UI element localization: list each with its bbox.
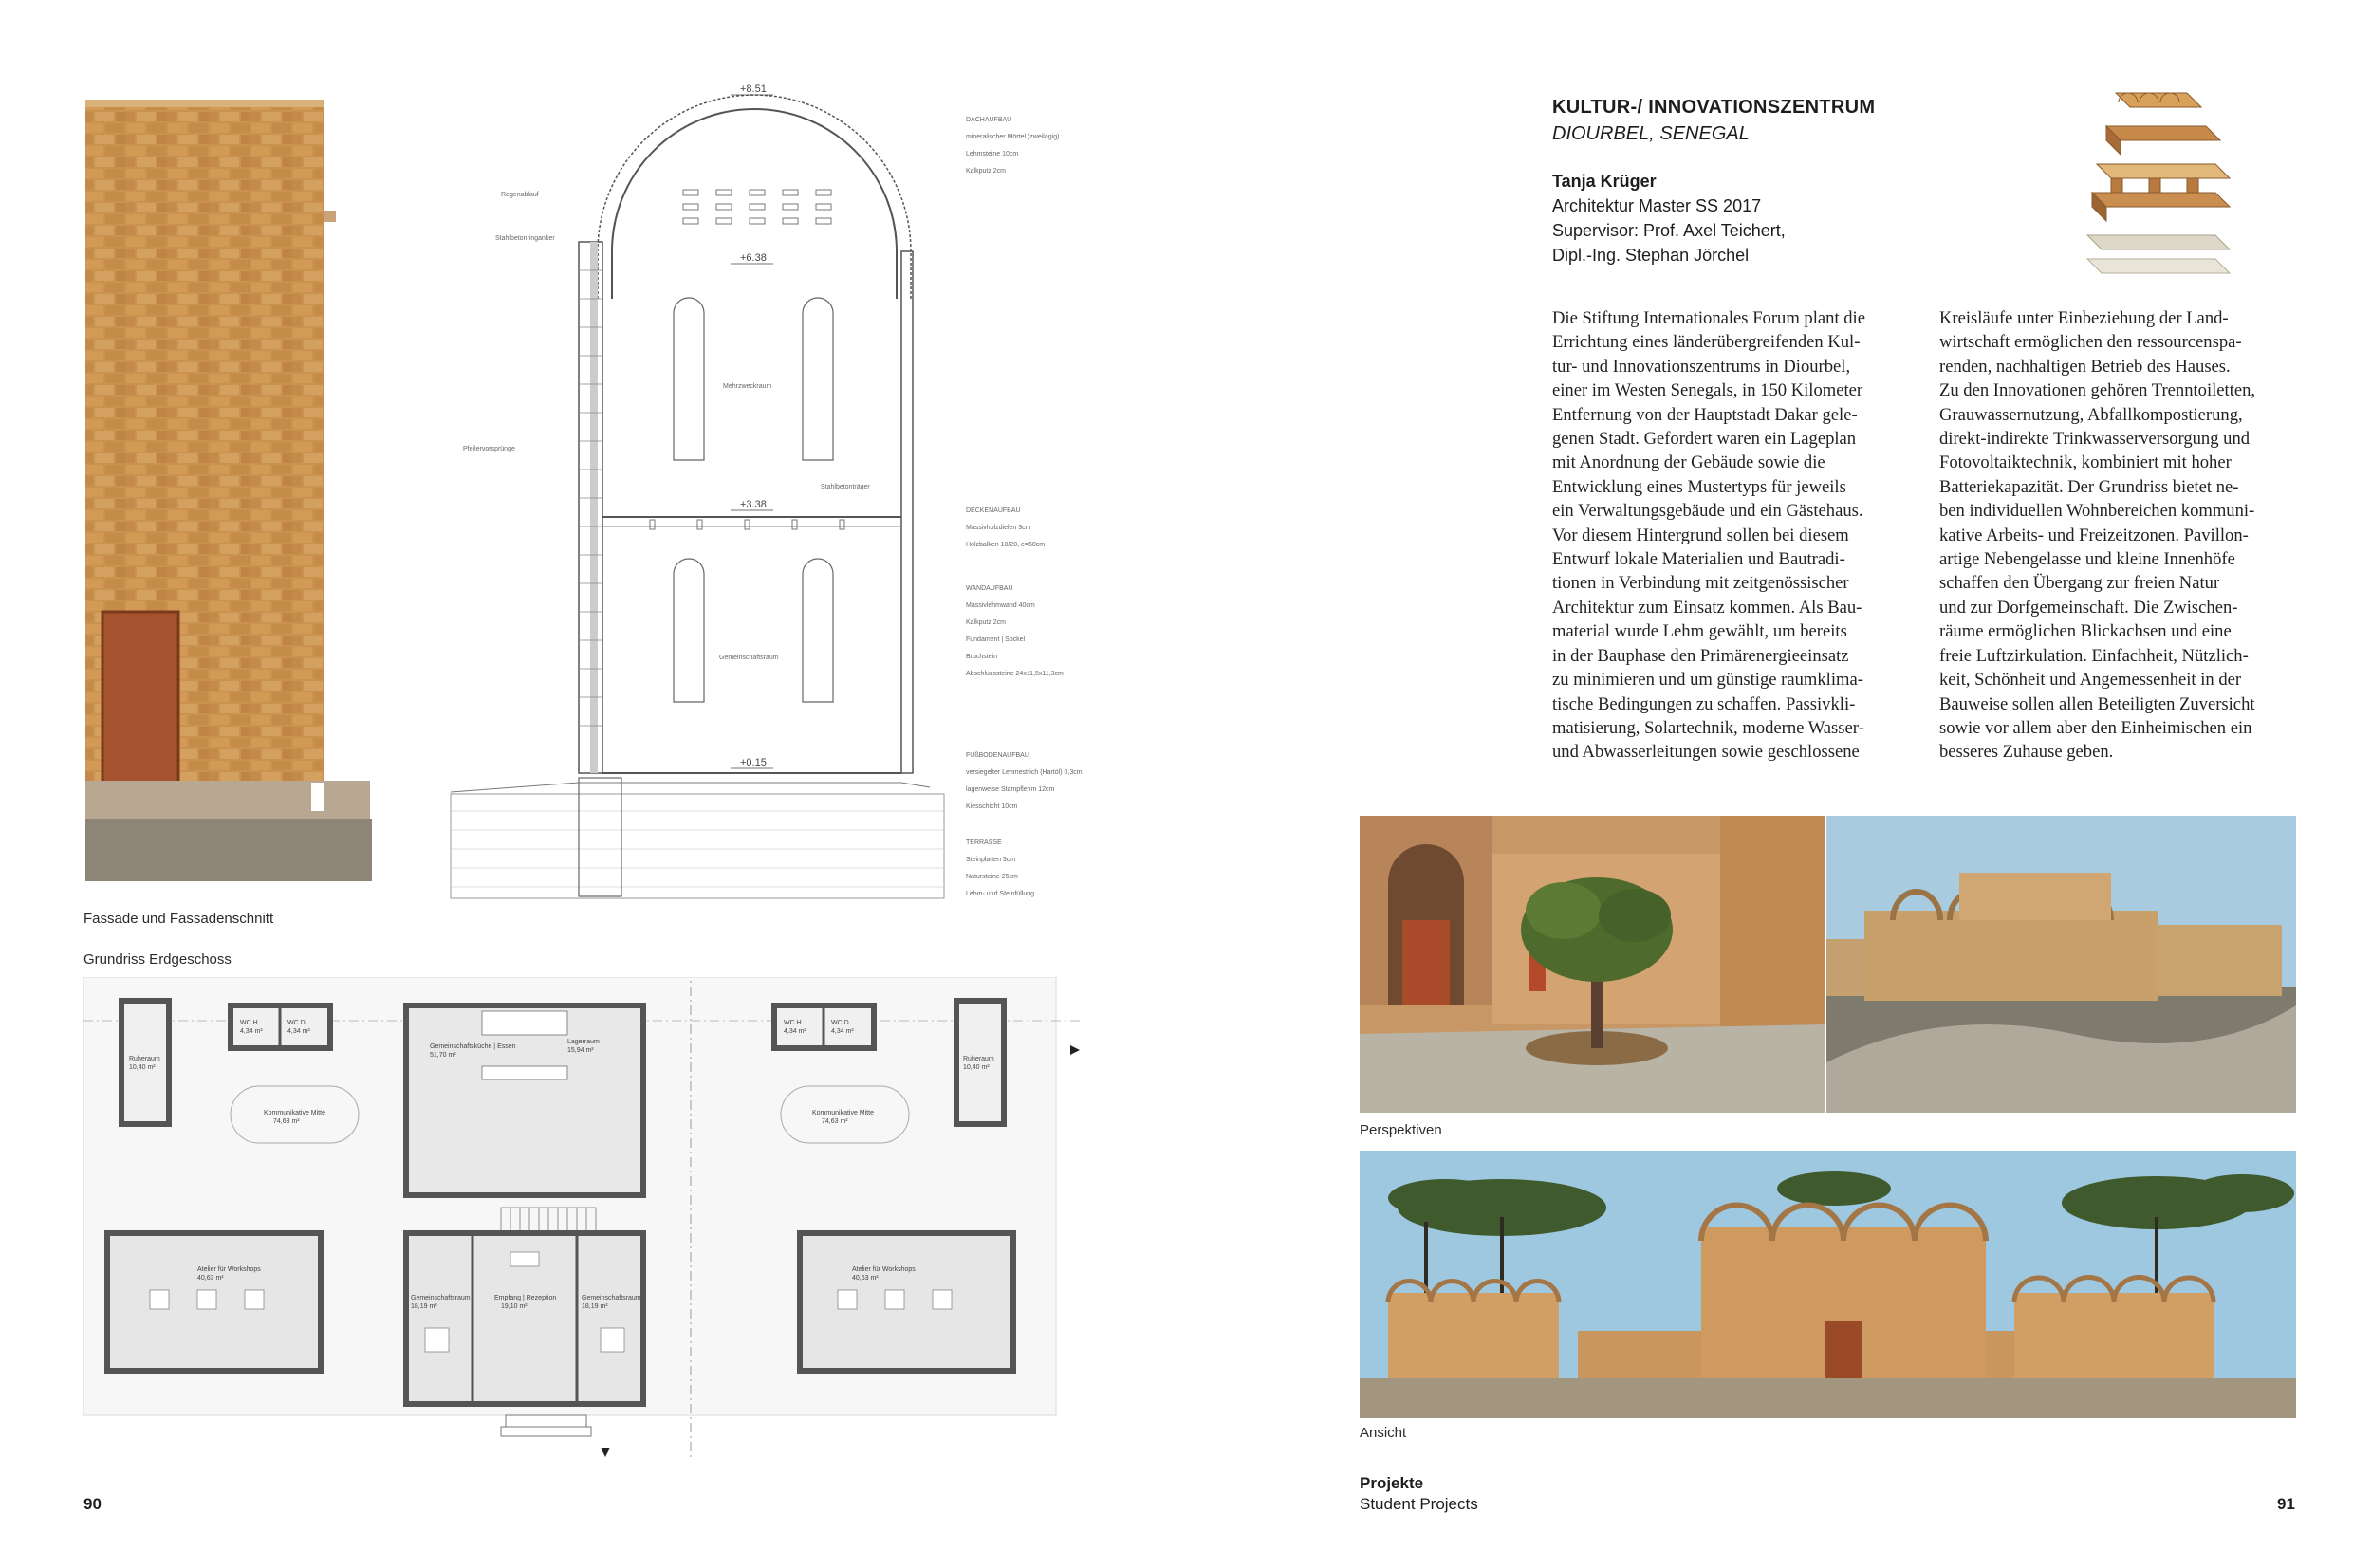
perspective-caption: Perspektiven (1360, 1122, 1442, 1138)
room-label-atelier-right: Atelier für Workshops (852, 1266, 916, 1273)
project-title: KULTUR-/ INNOVATIONSZENTRUM (1552, 97, 1876, 118)
room-label-atelier-left: Atelier für Workshops (197, 1266, 261, 1273)
project-location: DIOURBEL, SENEGAL (1552, 123, 1750, 144)
section-room-lower: Gemeinschaftsraum (719, 655, 779, 661)
room-area-storage: 15,94 m² (567, 1047, 594, 1054)
building-section-drawing (446, 81, 963, 906)
room-area-center-left: 74,63 m² (273, 1118, 300, 1125)
page-number-left: 90 (83, 1495, 102, 1513)
level-marker-ground: +0.15 (740, 757, 767, 768)
supervisor-line-1: Supervisor: Prof. Axel Teichert, (1552, 221, 1786, 240)
page-number-right: 91 (2277, 1495, 2295, 1513)
room-label-wc-h-left: WC H (240, 1020, 258, 1026)
room-label-storage: Lagerraum (567, 1039, 600, 1045)
room-label-common-left: Gemeinschaftsraum (411, 1295, 471, 1301)
room-label-wc-h-right: WC H (784, 1020, 802, 1026)
room-label-center-left: Kommunikative Mitte (264, 1110, 325, 1116)
room-label-rest-right: Ruheraum (963, 1056, 994, 1062)
section-room-upper: Mehrzweckraum (723, 383, 772, 390)
level-marker-upper: +6.38 (740, 252, 767, 264)
elevation-caption: Ansicht (1360, 1425, 1407, 1441)
section-annotation-ceiling: DECKENAUFBAU Massivholzdielen 3cm Holzbalken 10/20, e=60cm (966, 507, 1046, 548)
room-area-wc-d-right: 4,34 m² (831, 1028, 854, 1035)
room-label-wc-d-right: WC D (831, 1020, 849, 1026)
program-label: Architektur Master SS 2017 (1552, 196, 1762, 215)
section-label-steel-beam: Stahlbetonträger (821, 484, 870, 490)
elevation-rendering-image (1360, 1151, 2296, 1418)
room-area-atelier-left: 40,63 m² (197, 1275, 224, 1282)
footer-section-title: Projekte (1360, 1474, 1424, 1492)
room-area-common-right: 18,19 m² (582, 1303, 608, 1310)
floorplan-caption: Grundriss Erdgeschoss (83, 951, 232, 968)
room-area-rest-right: 10,40 m² (963, 1064, 990, 1071)
room-area-center-right: 74,63 m² (822, 1118, 848, 1125)
section-annotation-floor: FUßBODENAUFBAU versiegelter Lehmestrich (Hartöl) 0,3cm lagenweise Stampflehm 12cm Kiesschicht 10cm (966, 752, 1083, 810)
perspective-courtyard-image (1360, 816, 1825, 1113)
section-annotation-roof: DACHAUFBAU mineralischer Mörtel (zweilagig) Lehmsteine 10cm Kalkputz 2cm (966, 117, 1060, 175)
ground-floor-plan-drawing (83, 977, 1099, 1480)
room-label-common-right: Gemeinschaftsraum (582, 1295, 641, 1301)
section-label-pillar-projections: Pfeilervorsprünge (463, 446, 515, 452)
room-label-kitchen: Gemeinschaftsküche | Essen (430, 1043, 516, 1050)
project-credits (1552, 169, 1786, 267)
room-area-wc-d-left: 4,34 m² (287, 1028, 310, 1035)
perspective-exterior-image (1826, 816, 2296, 1113)
supervisor-line-2: Dipl.-Ing. Stephan Jörchel (1552, 246, 1750, 265)
section-label-ring-anchor: Stahlbetonringanker (495, 235, 555, 242)
room-label-reception: Empfang | Rezeption (494, 1295, 557, 1301)
author-name: Tanja Krüger (1552, 172, 1657, 191)
level-marker-roof: +8.51 (740, 83, 767, 95)
room-area-wc-h-right: 4,34 m² (784, 1028, 806, 1035)
room-area-wc-h-left: 4,34 m² (240, 1028, 263, 1035)
room-label-wc-d-left: WC D (287, 1020, 306, 1026)
body-text-column-1: Die Stiftung Internationales Forum plant die Errichtung eines länderübergreifenden Kul- tur- und Innovationszentrums in Diourbel, einer im Westen Senegals, in 150 Kilometer Entfernung von der Hauptstadt Dakar gele- genen Stadt. Gefordert waren ein Lageplan mit Anordnung der Gebäude sowie die Entwicklung eines Mustertyps für jeweils ein Verwaltungsgebäude und ein Gästehaus. Vor diesem Hintergrund sollen bei diesem Entwurf lokale Materialien und Bautradi- tionen in Verbindung mit zeitgenössischer Architektur zum Einsatz kommen. Als Bau- material wurde Lehm gewählt, um bereits in der Bauphase den Primärenergieeinsatz zu minimieren und um günstige raumklima- tische Bedingungen zu schaffen. Passivkli- matisierung, Solartechnik, moderne Wasser- und Abwasserleitungen sowie geschlossene (1552, 308, 1865, 763)
room-area-common-left: 18,19 m² (411, 1303, 437, 1310)
room-area-kitchen: 51,70 m² (430, 1052, 456, 1059)
room-area-rest-left: 10,40 m² (129, 1064, 156, 1071)
facade-elevation-drawing (83, 100, 380, 901)
room-area-atelier-right: 40,63 m² (852, 1275, 879, 1282)
room-label-center-right: Kommunikative Mitte (812, 1110, 874, 1116)
body-text-column-2: Kreisläufe unter Einbeziehung der Land- wirtschaft ermöglichen den ressourcenspa- renden, nachhaltigen Betrieb des Hauses. Zu den Innovationen gehören Trenntoiletten, Grauwassernutzung, Abfallkompostierung, direkt-indirekte Trinkwasserversorgung und Fotovoltaiktechnik, kombiniert mit hoher Batteriekapazität. Der Grundriss bietet ne- ben individuellen Wohnbereichen kommuni- kative Arbeits- und Freizeitzonen. Pavillon- artige Nebengelasse und kleine Innenhöfe schaffen den Übergang zur freien Natur und zur Dorfgemeinschaft. Die Zwischen- räume ermöglichen Blickachsen und eine freie Luftzirkulation. Einfachheit, Nützlich- keit, Schönheit und Angemessenheit in der Bauweise sollen allen Beteiligten Zuversicht sowie vor allem aber den Einheimischen ein besseres Zuhause geben. (1939, 308, 2256, 763)
room-label-rest-left: Ruheraum (129, 1056, 160, 1062)
section-label-rain-drain: Regenablauf (501, 192, 539, 198)
level-marker-floor: +3.38 (740, 499, 767, 510)
facade-caption: Fassade und Fassadenschnitt (83, 911, 274, 927)
room-area-reception: 19,10 m² (501, 1303, 528, 1310)
section-annotation-terrace: TERRASSE Steinplatten 3cm Natursteine 25cm Lehm- und Steinfüllung (966, 839, 1034, 897)
footer-section-subtitle: Student Projects (1360, 1495, 1478, 1513)
exploded-axonometric-drawing (2073, 83, 2234, 283)
section-annotation-wall: WANDAUFBAU Massivlehmwand 40cm Kalkputz 2cm Fundament | Sockel Bruchstein Abschlusssteine 24x11,5x11,3cm (966, 585, 1064, 677)
